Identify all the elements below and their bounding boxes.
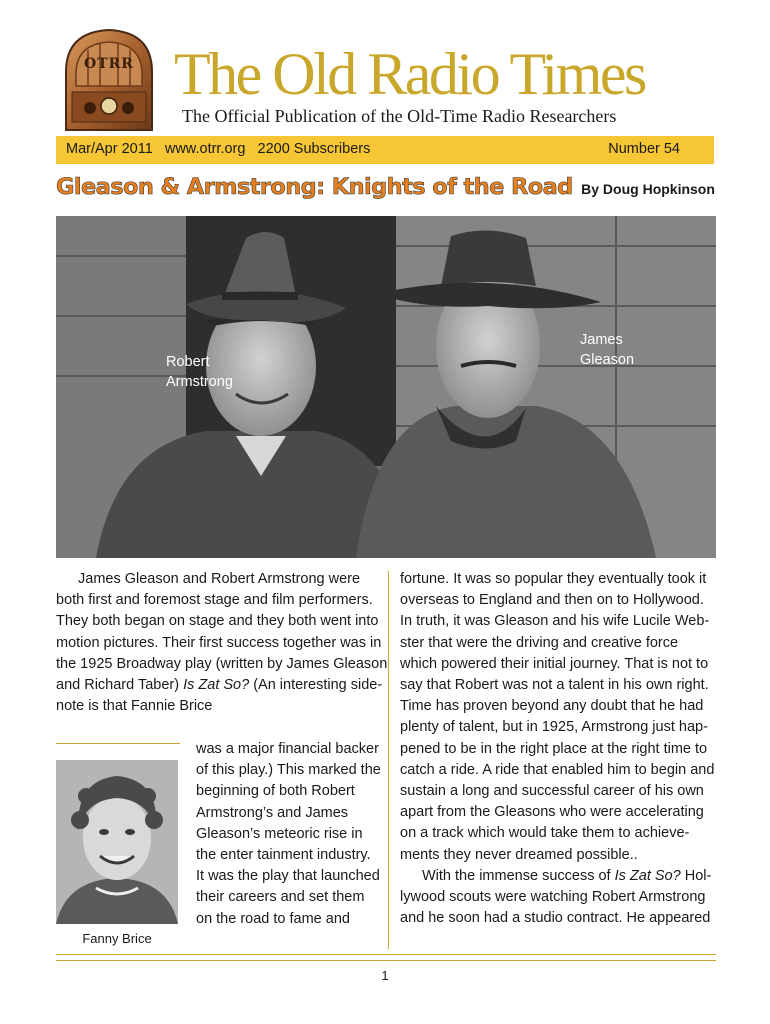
footer-rule-bottom [56,960,716,961]
paragraph-text: Hol-lywood scouts were watching Robert Armstrong and he soon had a studio contract. He appeared [400,867,712,927]
article-title: Gleason & Armstrong: Knights of the Road [56,174,573,200]
photo-caption-robert-armstrong: Robert Armstrong [166,354,233,390]
inset-divider [56,743,180,744]
newsletter-subtitle: The Official Publication of the Old-Time Radio Researchers [182,106,617,126]
photo-caption-james-gleason: James Gleason [580,332,635,368]
article-left-column-wrap [196,739,382,930]
article-paragraph-1 [56,569,390,717]
article-left-column [56,569,390,717]
footer-rule-top [56,954,716,955]
article-byline: By Doug Hopkinson [581,181,715,197]
article-paragraph-3 [400,866,716,930]
play-title: Is Zat So? [183,677,250,694]
play-title: Is Zat So? [614,867,681,884]
logo-text: OTRR [84,56,134,72]
issue-date-site-subscribers: Mar/Apr 2011 www.otrr.org 2200 Subscribers [66,141,371,157]
page-number: 1 [381,968,389,983]
paragraph-text: With the immense success of [422,867,615,884]
newsletter-title: The Old Radio Times [174,41,645,107]
article-headline [56,174,715,200]
fanny-brice-photo [56,760,178,924]
article-right-column [400,569,716,929]
article-paragraph-1-cont: was a major financial backer of this play.) This marked the beginning of both Robert Armstrong’s and James Gleason’s meteoric rise in the enter tainment industry. It was the play that launched their careers and set them on the road to fame and [196,741,381,927]
issue-number: Number 54 [608,141,680,157]
paragraph-text: (An interesting side-note is that Fannie Brice [56,677,383,715]
article-photo [56,216,716,558]
issue-info-bar [56,136,714,164]
column-divider [388,571,389,949]
paragraph-text: James Gleason and Robert Armstrong were both first and foremost stage and film performers. They both began on stage and they both went into motion pictures. Their first success together was in the 1925 Broadway play (written by James Gleason and Richard Taber) [56,571,388,694]
otrr-radio-logo [58,26,160,134]
fanny-brice-caption: Fanny Brice [82,931,152,946]
article-paragraph-2: fortune. It was so popular they eventually took it overseas to England and then on to Hollywood. In truth, it was Gleason and his wife Lucile Web-ster that were the driving and creative force which powered their initial journey. That is not to say that Robert was not a talent in his own right. Time has proven beyond any doubt that he had plenty of talent, but in 1925, Armstrong just hap-pened to be in the right place at the right time to catch a ride. A ride that enabled him to begin and sustain a long and successful career of his own apart from the Gleasons who were accelerating on a track which would take them to achieve-ments they never dreamed possible.. [400,571,715,863]
